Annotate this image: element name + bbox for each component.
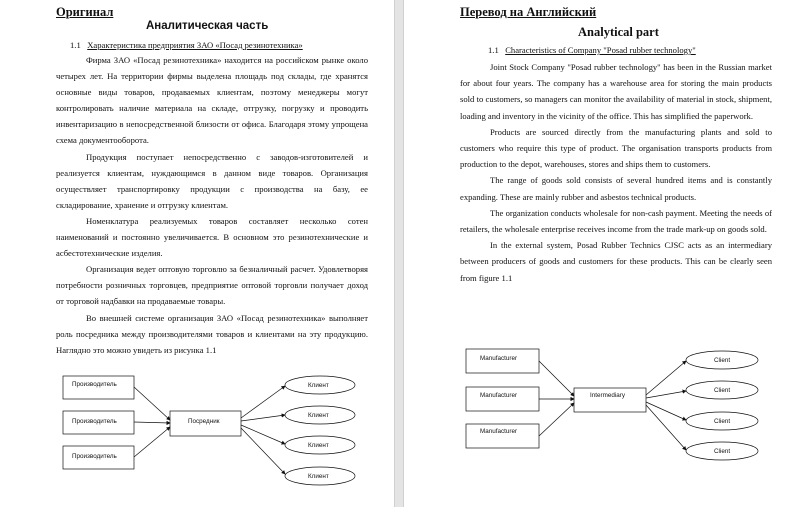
arrow-client-2	[241, 415, 285, 421]
arrow-producer-3	[134, 427, 170, 457]
original-paragraph: Во внешней системе организация ЗАО «Посад резинотехника» выполняет роль посредника между производителями товаров и клиентами на эту продукцию. Наглядно это можно увидеть из рисунка 1.1	[56, 312, 368, 355]
original-page	[0, 0, 394, 507]
client-label-4: Клиент	[308, 473, 329, 480]
arrow-client-1	[241, 386, 285, 418]
client-label-en-4: Client	[714, 448, 731, 455]
intermediary-label-en: Intermediary	[590, 392, 625, 399]
arrow-client-en-4	[646, 405, 686, 450]
producer-label-3: Производитель	[72, 453, 117, 460]
producer-label-2: Производитель	[72, 418, 117, 425]
arrow-client-4	[241, 428, 285, 474]
producer-label-1: Производитель	[72, 381, 117, 388]
manufacturer-box-2	[466, 387, 539, 411]
translation-subheading-number: 1.1	[488, 45, 499, 55]
original-diagram	[0, 0, 394, 507]
translation-paragraph: Products are sourced directly from the manufacturing plants and sold to customers who require this type of product. The organisation transports products from production to the depot, warehouses, stores and ships them to customers.	[460, 126, 772, 170]
arrow-client-en-1	[646, 361, 686, 395]
original-title: Аналитическая часть	[146, 20, 269, 32]
client-label-1: Клиент	[308, 382, 329, 389]
client-label-en-1: Client	[714, 357, 731, 364]
original-paragraph: Фирма ЗАО «Посад резинотехника» находится на российском рынке около четырех лет. На территории фирмы выделена площадь под склады, где хранятся основные виды товаров, продаваемых клиентам, поэтому менеджеры могут контролировать наличие материала на складе, отгрузку, погрузку и проводить инвентаризацию в непосредственной близости от офиса. Благодаря этому упрощена схема документооборота.	[56, 55, 368, 146]
page-gutter	[394, 0, 404, 507]
arrow-producer-2	[134, 422, 170, 423]
client-label-2: Клиент	[308, 412, 329, 419]
translation-diagram	[404, 0, 798, 507]
translation-paragraph: Joint Stock Company "Posad rubber technology" has been in the Russian market for about four years. The company has a warehouse area for storing the main products sold to customers, so managers can monitor the availability of material in stock, shipment, loading and inventory in the vicinity of the office. This has simplified the paperwork.	[460, 62, 772, 121]
arrow-client-en-2	[646, 391, 686, 398]
translation-page	[404, 0, 798, 507]
client-label-3: Клиент	[308, 442, 329, 449]
translation-subheading-text: Characteristics of Company "Posad rubber technology"	[505, 45, 696, 55]
manufacturer-label-2: Manufacturer	[480, 392, 518, 399]
original-paragraph: Продукция поступает непосредственно с заводов-изготовителей и реализуется клиентам, нуждающимся в данном виде товаров. Организация осуществляет транспортировку продукции с производства на базу, ее складирование, хранение и отгрузку клиентам.	[56, 151, 368, 210]
original-section-label: Оригинал	[56, 5, 114, 19]
translation-paragraph: The organization conducts wholesale for non-cash payment. Meeting the needs of retailers, the wholesale enterprise receives income from the trade mark-up on goods sold.	[460, 207, 772, 235]
client-label-en-3: Client	[714, 418, 731, 425]
arrow-manufacturer-1	[539, 361, 574, 396]
arrow-producer-1	[134, 387, 170, 420]
original-paragraph: Номенклатура реализуемых товаров составляет несколько сотен наименований и постоянно увеличивается. В основном это резинотехнические и асбестотехнические изделия.	[56, 215, 368, 259]
original-subheading-text: Характеристика предприятия ЗАО «Посад резинотехника»	[87, 40, 303, 50]
translation-section-label: Перевод на Английский	[460, 5, 597, 19]
manufacturer-label-3: Manufacturer	[480, 428, 518, 435]
translation-paragraph: The range of goods sold consists of several hundred items and is constantly expanding. These are mainly rubber and asbestos technical products.	[460, 175, 772, 202]
translation-paragraph: In the external system, Posad Rubber Technics CJSC acts as an intermediary between producers of goods and customers for these products. This can be clearly seen from figure 1.1	[460, 240, 772, 283]
arrow-client-en-3	[646, 402, 686, 420]
arrow-manufacturer-3	[539, 403, 574, 436]
original-subheading-number: 1.1	[70, 40, 81, 50]
intermediary-label: Посредник	[188, 418, 220, 425]
client-label-en-2: Client	[714, 387, 731, 394]
manufacturer-label-1: Manufacturer	[480, 355, 518, 362]
translation-title: Analytical part	[578, 25, 659, 39]
original-paragraph: Организация ведет оптовую торговлю за безналичный расчет. Удовлетворяя потребности розничных торговцев, предприятие оптовой торговли получает доход от торговой надбавки на продаваемые товары.	[56, 264, 368, 307]
